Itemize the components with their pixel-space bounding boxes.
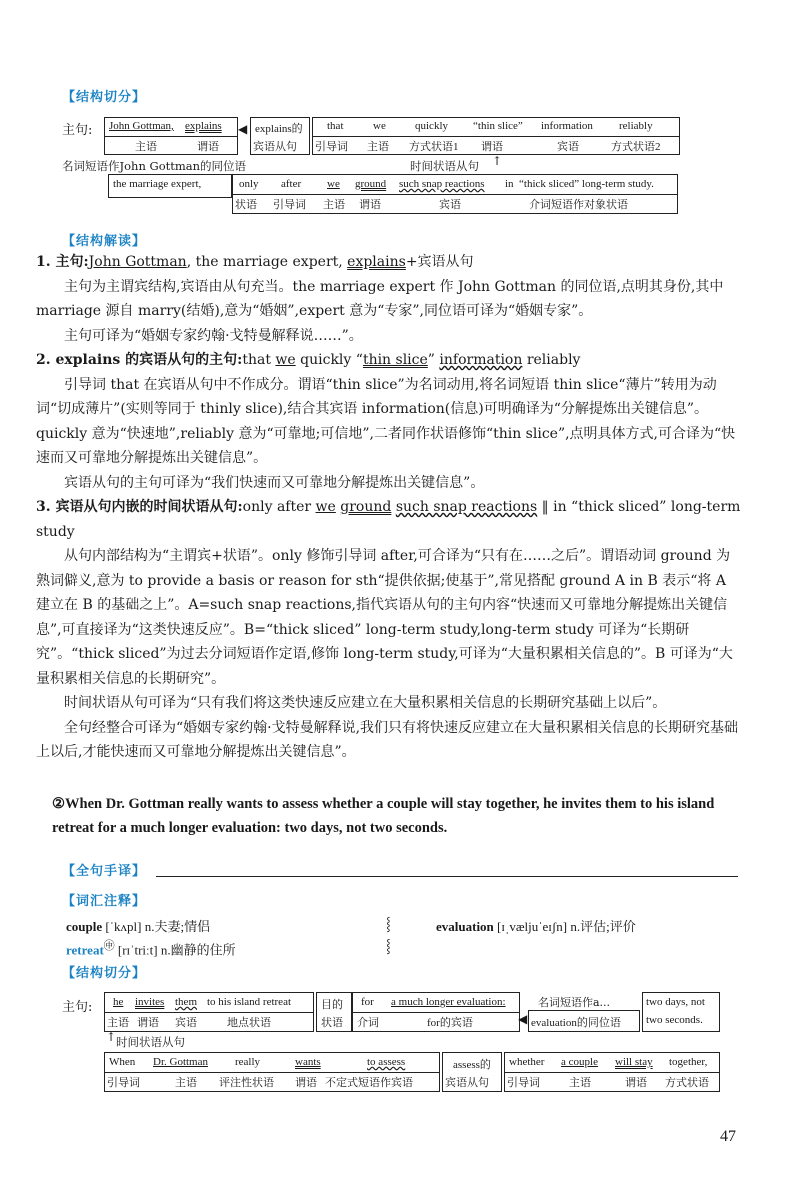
analysis-body [36,250,744,765]
label-text: 宾语从句 [445,1077,489,1089]
time-clause-label: 时间状语从句 [116,1035,185,1049]
time-clause-box [232,174,678,214]
main-clause-box [104,992,314,1032]
role-label: 主语 [569,1077,591,1089]
purpose-label-box [316,992,352,1032]
arrow-left-icon: ◀ [238,122,248,136]
divider-squiggle-icon: ⸾ [386,917,391,932]
paragraph: 时间状语从句可译为“只有我们将这类快速反应建立在大量积累相关信息的长期研究基础上以后”。 [64,695,667,711]
word: after [281,178,302,190]
appositive-label: 名词短语作John Gottman的同位语 [62,159,247,173]
word: the marriage expert, [113,178,202,190]
word: ground [355,178,387,190]
word: whether [509,1056,545,1068]
divider-squiggle-icon: ⸾ [386,939,391,954]
word: such snap reactions [399,178,485,190]
section-heading-translation: 【全句手译】 [62,864,147,879]
box-divider [105,136,237,137]
role-label: 地点状语 [227,1017,271,1029]
word: we [327,178,340,190]
role-label: 引导词 [107,1077,140,1089]
label-text: evaluation的同位语 [531,1017,621,1029]
time-clause-box [104,1052,440,1092]
object-clause-label-box [442,1052,502,1092]
role-label: 宾语 [557,141,579,153]
label-text: 名词短语作a... [538,996,611,1009]
word: will stay [615,1056,653,1068]
paragraph: 宾语从句的主句可译为“我们快速而又可靠地分解提炼出关键信息”。 [64,474,485,491]
section-heading-split-2: 【结构切分】 [62,966,147,981]
paragraph: 从句内部结构为“主谓宾+状语”。only 修饰引导词 after,可合译为“只有在……之后”。谓语动词 ground 为熟词僻义,意为 to provide a basis or reason for sth“提供依据;使基于”,常见搭配 ground A in B 表示“将 A 建立在 B 的基础之上”。A=such snap reactions,指代宾语从句的主句内容“快速而又可靠地分解提炼出关键信息”,可直接译为“这类快速反应”。B=“thick sliced” long-term study,long-term study 可译为“长期研究”。“thick sliced”为过去分词短语作定语,修饰 long-term study,可译为“大量积累相关信息的”。B 可译为“大量积累相关信息的长期研究”。 [36,548,733,687]
object-clause-label-box [250,117,310,155]
word: Dr. Gottman [153,1056,208,1068]
label-text: explains的 [255,123,303,135]
word: wants [295,1056,321,1068]
role-label: 引导词 [273,199,306,211]
main-clause-label: 主句: [62,123,93,138]
subject-word: John Gottman, [109,120,174,132]
role-label: 主语 [107,1017,129,1029]
word: information [541,120,593,132]
role-label: 谓语 [625,1077,647,1089]
section-heading-split: 【结构切分】 [62,90,147,105]
word: “thick sliced” long-term study. [519,178,654,190]
role-label: 方式状语2 [611,141,661,153]
word: two days, not [646,996,705,1008]
role-label: 谓语 [197,141,219,153]
role-label: 状语 [235,199,257,211]
role-label: 主语 [175,1077,197,1089]
appositive-box [642,992,720,1032]
paragraph: 主句为主谓宾结构,宾语由从句充当。the marriage expert 作 John Gottman 的同位语,点明其身份,其中 marriage 源自 marry(结婚),意为“婚姻”,expert 意为“专家”,同位语可译为“婚姻专家”。 [36,278,724,319]
word: When [109,1056,136,1068]
label-text: 宾语从句 [253,141,297,153]
role-label: 方式状语1 [409,141,459,153]
role-label: 谓语 [137,1017,159,1029]
word: invites [135,996,165,1008]
role-label: 引导词 [507,1077,540,1089]
vocab-entry-retreat: retreat㊥ [rɪˈtriːt] n.幽静的住所 [66,940,236,958]
word: reliably [619,120,653,132]
vocab-entry-evaluation: evaluation [ɪˌvæljuˈeɪʃn] n.评估;评价 [436,919,636,934]
section-heading-vocab: 【词汇注释】 [62,894,147,909]
page-number: 47 [720,1128,736,1145]
time-clause-label: 时间状语从句 [410,159,479,173]
question-2-sentence: ②When Dr. Gottman really wants to assess whether a couple will stay together, he invites them to his island retreat for a much longer evaluation: two days, not two seconds. [52,796,715,836]
role-label: 不定式短语作宾语 [325,1077,413,1089]
appositive-box [108,174,232,198]
main-clause-label: 主句: [62,1000,93,1015]
arrow-up-icon: ↑ [106,1030,117,1044]
word: to assess [367,1056,406,1068]
purpose-phrase-box [352,992,520,1032]
arrow-left-icon: ◀ [518,1012,528,1026]
word: in [505,178,514,190]
role-label: 宾语 [439,199,461,211]
box-divider [505,1072,719,1073]
word: quickly [415,120,448,132]
role-label: 方式状语 [665,1077,709,1089]
verb-word: explains [185,120,222,132]
role-label: 引导词 [315,141,348,153]
word: that [327,120,344,132]
paragraph: 全句经整合可译为“婚姻专家约翰·戈特曼解释说,我们只有将快速反应建立在大量积累相关信息的长期研究基础上以后,才能快速而又可靠地分解提炼出关键信息”。 [36,719,739,760]
word: together, [669,1056,708,1068]
object-clause-box [504,1052,720,1092]
section-heading-analysis: 【结构解读】 [62,234,147,249]
paragraph: 引导词 that 在宾语从句中不作成分。谓语“thin slice”为名词动用,将名词短语 thin slice“薄片”转用为动词“切成薄片”(实则等同于 thinly slice),结合其宾语 information(信息)可明确译为“分解提炼出关键信息”。quickly 意为“快速地”,reliably 意为“可靠地;可信地”,二者同作状语修饰“thin slice”,点明具体方式,可合译为“快速而又可靠地分解提炼出关键信息”。 [36,376,736,466]
word: only [239,178,259,190]
vocab-entry-couple: couple [ˈkʌpl] n.夫妻;情侣 [66,919,211,934]
core-word-mark-icon: ㊥ [103,940,115,952]
role-label: for的宾语 [427,1017,473,1029]
box-divider [105,1012,313,1013]
main-clause-box [104,117,238,155]
word: to his island retreat [207,996,292,1008]
word: “thin slice” [473,120,523,132]
word: a couple [561,1056,598,1068]
object-clause-box [312,117,680,155]
word: two seconds. [646,1014,703,1026]
role-label: 介词 [357,1017,379,1029]
label-text: assess的 [453,1059,491,1071]
role-label: 介词短语作对象状语 [529,199,628,211]
label-text: 状语 [321,1017,343,1029]
role-label: 主语 [323,199,345,211]
role-label: 评注性状语 [219,1077,274,1089]
arrow-up-icon: ↑ [492,154,503,168]
word: a much longer evaluation: [391,996,506,1008]
word: really [235,1056,261,1068]
word: we [373,120,386,132]
word: he [113,996,124,1008]
box-divider [233,194,677,195]
role-label: 宾语 [175,1017,197,1029]
translation-blank-line [156,876,738,877]
point-3-title: 3. 宾语从句内嵌的时间状语从句:only after we ground such snap reactions ‖ in “thick sliced” long-term study [36,499,741,540]
role-label: 谓语 [481,141,503,153]
word: for [361,996,374,1008]
word: them [175,996,197,1008]
label-text: 目的 [321,999,343,1011]
role-label: 谓语 [359,199,381,211]
point-2-title: 2. explains 的宾语从句的主句:that we quickly “thin slice” information reliably [36,352,581,368]
box-divider [313,136,679,137]
box-divider [105,1072,439,1073]
role-label: 主语 [135,141,157,153]
box-divider [353,1012,519,1013]
point-1-title: 1. 主句:John Gottman, the marriage expert, explains+宾语从句 [36,254,474,270]
paragraph: 主句可译为“婚姻专家约翰·戈特曼解释说……”。 [64,327,363,344]
role-label: 主语 [367,141,389,153]
role-label: 谓语 [295,1077,317,1089]
appositive-label-box [528,1010,640,1032]
